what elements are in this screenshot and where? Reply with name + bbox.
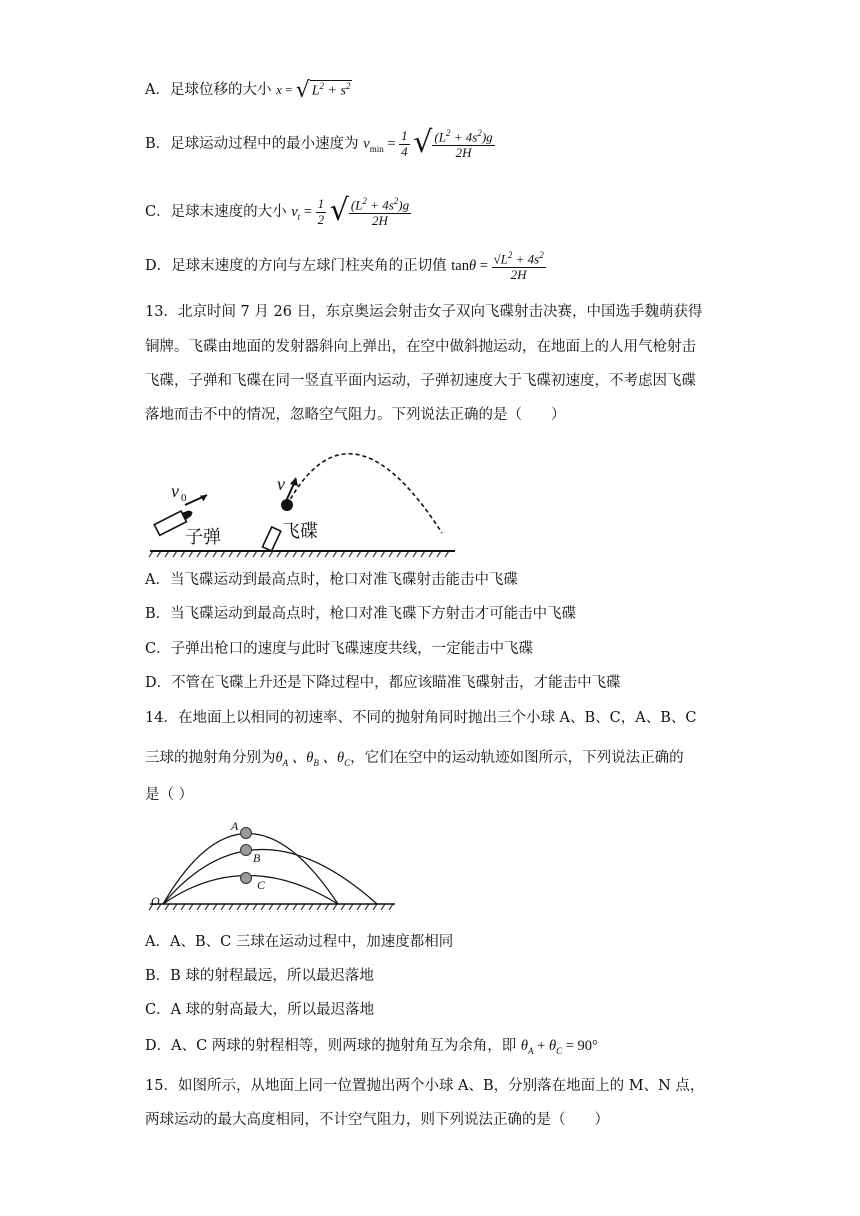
bullet-label: 子弹 bbox=[185, 527, 221, 547]
ball-b bbox=[241, 845, 252, 856]
prev-option-c-formula: $v_t$ = $\frac{1}{2}$ √ $\frac{(L^2 + 4s^2)g}{2H}$ bbox=[291, 193, 410, 229]
q14-angles: $\theta_A$ 、$\theta_B$ 、$\theta_C$ bbox=[275, 750, 351, 768]
q13-option-b: B．当飞碟运动到最高点时，枪口对准飞碟下方射击才可能击中飞碟 bbox=[145, 606, 577, 622]
prev-option-a bbox=[145, 78, 352, 102]
q14-line2 bbox=[145, 746, 684, 768]
v-label: v bbox=[277, 474, 285, 494]
q13-line2: 铜牌。飞碟由地面的发射器斜向上弹出，在空中做斜抛运动，在地面上的人用气枪射击 bbox=[145, 339, 696, 355]
prev-option-c bbox=[145, 193, 411, 229]
q14-figure bbox=[145, 815, 405, 915]
disc-label: 飞碟 bbox=[282, 521, 318, 541]
q14-option-d-formula: $\theta_A + \theta_C = 90^\circ$ bbox=[520, 1038, 598, 1056]
ball-c bbox=[241, 873, 252, 884]
prev-option-d bbox=[145, 250, 546, 283]
prev-option-d-text: D．足球末速度的方向与左球门柱夹角的正切值 bbox=[145, 257, 447, 274]
label-o: O bbox=[151, 894, 160, 908]
q14-option-b: B．B 球的射程最远，所以最迟落地 bbox=[145, 968, 374, 984]
label-a: A bbox=[231, 819, 239, 833]
prev-option-b bbox=[145, 125, 495, 161]
launcher-icon bbox=[262, 527, 280, 551]
q15-line2: 两球运动的最大高度相同，不计空气阻力，则下列说法正确的是（ ） bbox=[145, 1112, 609, 1128]
prev-option-d-formula: tanθ = $\frac{√L^2 + 4s^2}{2H}$ bbox=[451, 250, 544, 283]
q14-line3: 是（ ） bbox=[145, 787, 194, 803]
q13-line4: 落地而击不中的情况，忽略空气阻力。下列说法正确的是（ ） bbox=[145, 407, 566, 423]
q13-line3: 飞碟，子弹和飞碟在同一竖直平面内运动，子弹初速度大于飞碟初速度，不考虑因飞碟 bbox=[145, 373, 696, 389]
q13-option-c: C．子弹出枪口的速度与此时飞碟速度共线，一定能击中飞碟 bbox=[145, 641, 534, 657]
q14-option-d-text: D．A、C 两球的射程相等，则两球的抛射角互为余角，即 bbox=[145, 1038, 517, 1054]
v0-label: v bbox=[171, 481, 179, 501]
ball-a bbox=[241, 828, 252, 839]
q15-line1: 15．如图所示，从地面上同一位置抛出两个小球 A、B，分别落在地面上的 M、N 点， bbox=[145, 1078, 705, 1094]
prev-option-c-text: C．足球末速度的大小 bbox=[145, 203, 287, 220]
prev-option-b-formula: $v_{min}$ = $\frac{1}{4}$ √ $\frac{(L^2 + 4s^2)g}{2H}$ bbox=[363, 125, 493, 161]
label-c: C bbox=[257, 878, 266, 892]
svg-text:0: 0 bbox=[181, 492, 187, 504]
q14-line2-a: 三球的抛射角分别为 bbox=[145, 750, 276, 766]
q14-option-d bbox=[145, 1034, 598, 1056]
disc-ball bbox=[281, 499, 293, 511]
q14-option-a: A．A、B、C 三球在运动过程中，加速度都相同 bbox=[145, 934, 454, 950]
q13-option-d: D．不管在飞碟上升还是下降过程中，都应该瞄准飞碟射击，才能击中飞碟 bbox=[145, 675, 621, 691]
prev-option-a-formula: x = √ $L^2 + s^2$ bbox=[276, 78, 351, 104]
q13-figure bbox=[145, 425, 465, 560]
prev-option-b-text: B．足球运动过程中的最小速度为 bbox=[145, 135, 359, 152]
trajectory-a bbox=[163, 834, 338, 905]
q14-line1: 14．在地面上以相同的初速率、不同的抛射角同时抛出三个小球 A、B、C，A、B、C bbox=[145, 710, 697, 726]
prev-option-a-text: A．足球位移的大小 bbox=[145, 82, 272, 98]
q14-option-c: C．A 球的射高最大，所以最迟落地 bbox=[145, 1002, 375, 1018]
label-b: B bbox=[253, 851, 261, 865]
q13-line1: 13．北京时间 7 月 26 日，东京奥运会射击女子双向飞碟射击决赛，中国选手魏萌获得 bbox=[145, 304, 703, 320]
q14-line2-c: ，它们在空中的运动轨迹如图所示，下列说法正确的 bbox=[350, 750, 684, 766]
q13-option-a: A．当飞碟运动到最高点时，枪口对准飞碟射击能击中飞碟 bbox=[145, 572, 518, 588]
